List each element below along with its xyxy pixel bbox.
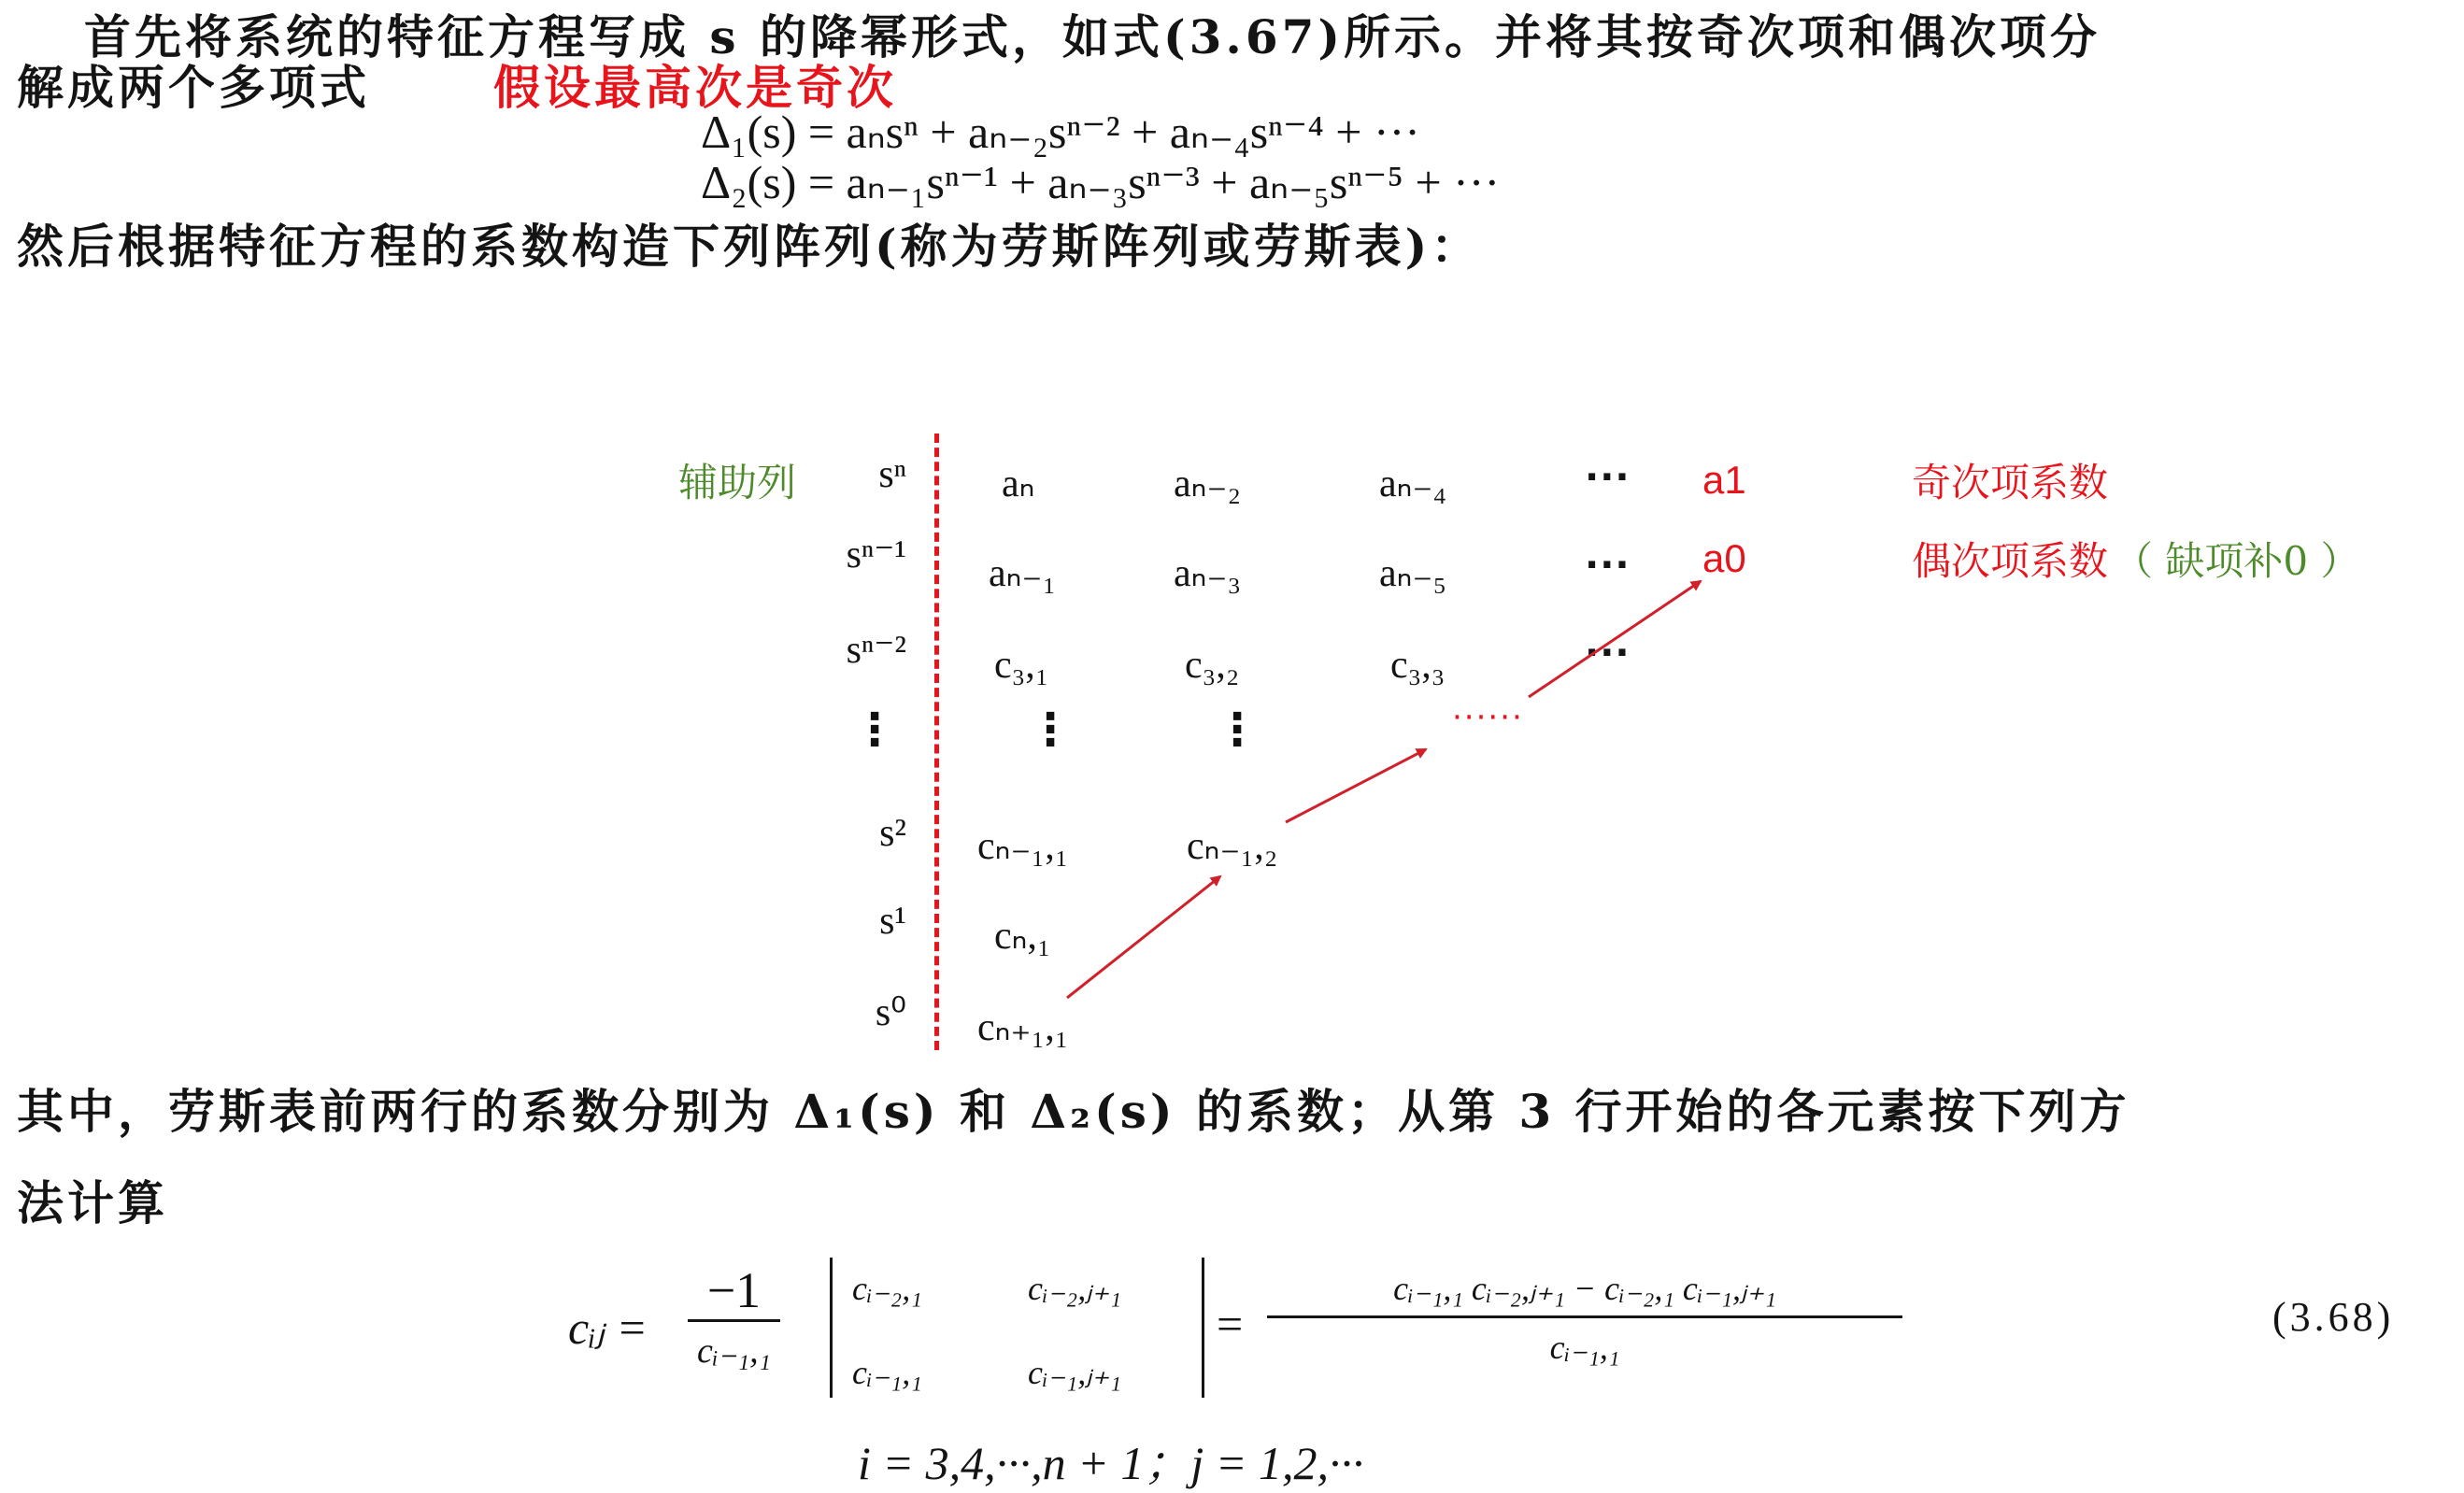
cell-r2-ellipsis: ···	[1585, 544, 1631, 587]
row-label-sn: sⁿ	[878, 453, 906, 496]
paragraph1-line2: 解成两个多项式	[17, 60, 370, 115]
det-left-bar	[830, 1258, 833, 1398]
row-label-s0: s⁰	[875, 991, 906, 1034]
col1-vdots: ⋮	[1028, 704, 1073, 756]
det-22: cᵢ₋₁,ⱼ₊₁	[1028, 1354, 1122, 1391]
row-label-s2: s²	[879, 812, 906, 855]
tag-a1: a1	[1702, 458, 1746, 502]
formula-fraction	[688, 1261, 780, 1372]
rhs-denominator: cᵢ₋₁,₁	[1549, 1329, 1620, 1366]
row-label-sn-1: sⁿ⁻¹	[846, 533, 906, 576]
cell-s1-c1: cₙ,₁	[994, 915, 1051, 958]
arrow-3	[1529, 581, 1701, 697]
fraction-numerator: −1	[688, 1261, 780, 1322]
paragraph2: 然后根据特征方程的系数构造下列阵列(称为劳斯阵列或劳斯表)：	[17, 219, 1482, 274]
arrow-2	[1286, 749, 1426, 822]
row-label-sn-2: sⁿ⁻²	[846, 629, 906, 672]
cell-s0-c1: cₙ₊₁,₁	[977, 1006, 1069, 1049]
equation-number: (3.68)	[2272, 1294, 2395, 1340]
det-12: cᵢ₋₂,ⱼ₊₁	[1028, 1270, 1122, 1307]
cell-r3-ellipsis: ···	[1585, 632, 1631, 675]
cell-r3-c2: c₃,₂	[1185, 644, 1240, 687]
paragraph1-line1: 首先将系统的特征方程写成 s 的降幂形式，如式(3.67)所示。并将其按奇次项和偶次项分	[84, 9, 2101, 64]
col2-vdots: ⋮	[1215, 704, 1260, 756]
cell-r1-ellipsis: ···	[1585, 456, 1631, 499]
cell-r2-c2: aₙ₋₃	[1174, 552, 1242, 595]
equation-delta2: Δ₂(s) = aₙ₋₁sⁿ⁻¹ + aₙ₋₃sⁿ⁻³ + aₙ₋₅sⁿ⁻⁵ + ···	[701, 156, 1501, 208]
fraction-denominator: cᵢ₋₁,₁	[697, 1331, 771, 1371]
note-odd-highest: 假设最高次是奇次	[493, 60, 897, 115]
note-even-coefficients: 偶次项系数	[1912, 538, 2109, 584]
row-label-vdots: ⋮	[852, 704, 897, 756]
cell-r2-c1: aₙ₋₁	[989, 552, 1057, 595]
cell-s2-c2: cₙ₋₁,₂	[1187, 825, 1278, 868]
equation-delta1: Δ₁(s) = aₙsⁿ + aₙ₋₂sⁿ⁻² + aₙ₋₄sⁿ⁻⁴ + ···	[701, 106, 1420, 158]
cell-r2-c3: aₙ₋₅	[1379, 552, 1447, 595]
paragraph3-line1: 其中，劳斯表前两行的系数分别为 Δ₁(s) 和 Δ₂(s) 的系数；从第 3 行开始的各元素按下列方	[17, 1084, 2130, 1139]
cell-r1-c3: aₙ₋₄	[1379, 462, 1447, 505]
aux-column-label: 辅助列	[678, 460, 797, 505]
rhs-numerator: cᵢ₋₁,₁ cᵢ₋₂,ⱼ₊₁ − cᵢ₋₂,₁ cᵢ₋₁,ⱼ₊₁	[1267, 1269, 1902, 1318]
formula-rhs-fraction	[1267, 1269, 1902, 1367]
det-right-bar	[1202, 1258, 1204, 1398]
cell-s2-c1: cₙ₋₁,₁	[977, 825, 1069, 868]
cell-r3-c3: c₃,₃	[1390, 644, 1446, 687]
note-odd-coefficients: 奇次项系数	[1912, 460, 2109, 505]
tag-a0: a0	[1702, 536, 1746, 580]
cell-r1-c1: aₙ	[1002, 462, 1035, 505]
cell-r1-c2: aₙ₋₂	[1174, 462, 1242, 505]
cell-r3-c1: c₃,₁	[994, 644, 1049, 687]
formula-lhs: cᵢⱼ =	[568, 1301, 648, 1354]
formula-equals: =	[1217, 1298, 1244, 1350]
index-ranges: i = 3,4,···,n + 1；j = 1,2,···	[858, 1437, 1364, 1489]
det-21: cᵢ₋₁,₁	[852, 1354, 922, 1391]
diagonal-ellipsis: ······	[1452, 699, 1524, 736]
det-11: cᵢ₋₂,₁	[852, 1270, 922, 1307]
paragraph3-line2: 法计算	[17, 1175, 168, 1230]
arrow-1	[1067, 876, 1220, 998]
note-fill-zero: （ 缺项补0 ）	[2114, 538, 2360, 584]
row-label-s1: s¹	[879, 900, 906, 943]
